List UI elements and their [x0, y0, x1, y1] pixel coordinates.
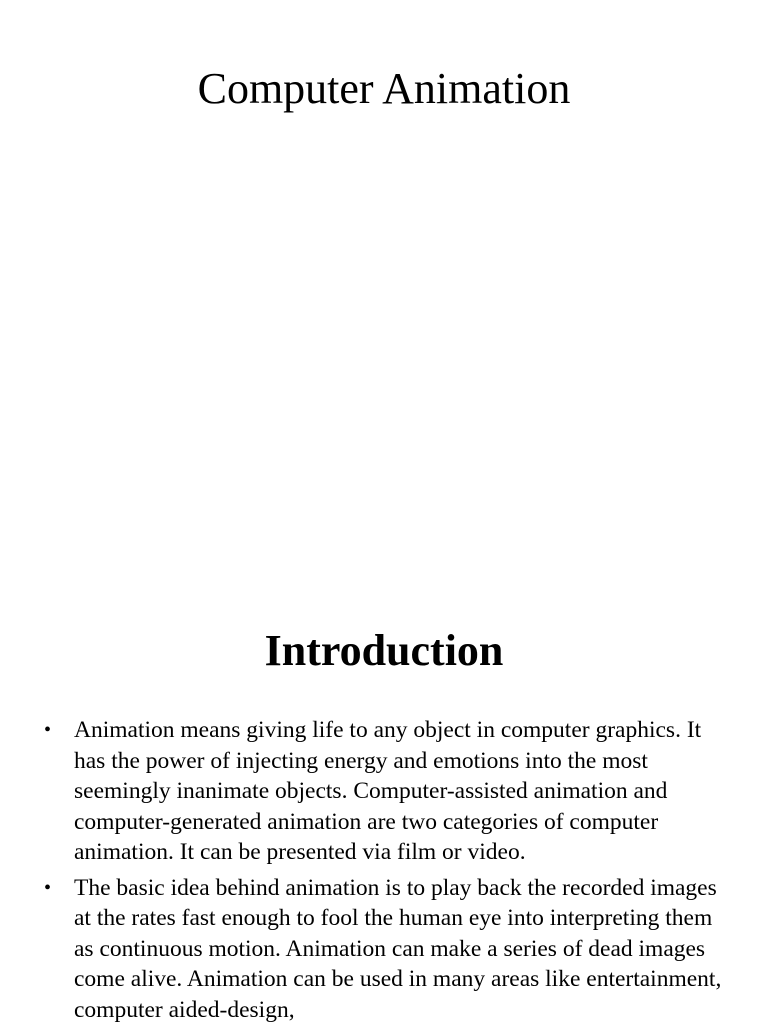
bullet-item	[44, 715, 734, 868]
bullet-item	[44, 873, 734, 1026]
bullet-text: Animation means giving life to any object in computer graphics. It has the power of injecting energy and emotions into the most seemingly inanimate objects. Computer-assisted animation and computer-generated animation are two categories of computer animation. It can be presented via film or video.	[74, 717, 702, 865]
bullet-icon: •	[44, 719, 52, 741]
slide-heading: Introduction	[264, 626, 504, 675]
slide-title: Computer Animation	[197, 64, 571, 113]
bullet-list	[44, 715, 734, 1030]
bullet-icon: •	[44, 876, 52, 899]
slide-introduction	[0, 600, 768, 1024]
bullet-text: The basic idea behind animation is to play back the recorded images at the rates fast enough to fool the human eye into interpreting them as continuous motion. Animation can make a series of dead images come alive. Animation can be used in many areas like entertainment, computer aided-design,	[74, 874, 722, 1023]
